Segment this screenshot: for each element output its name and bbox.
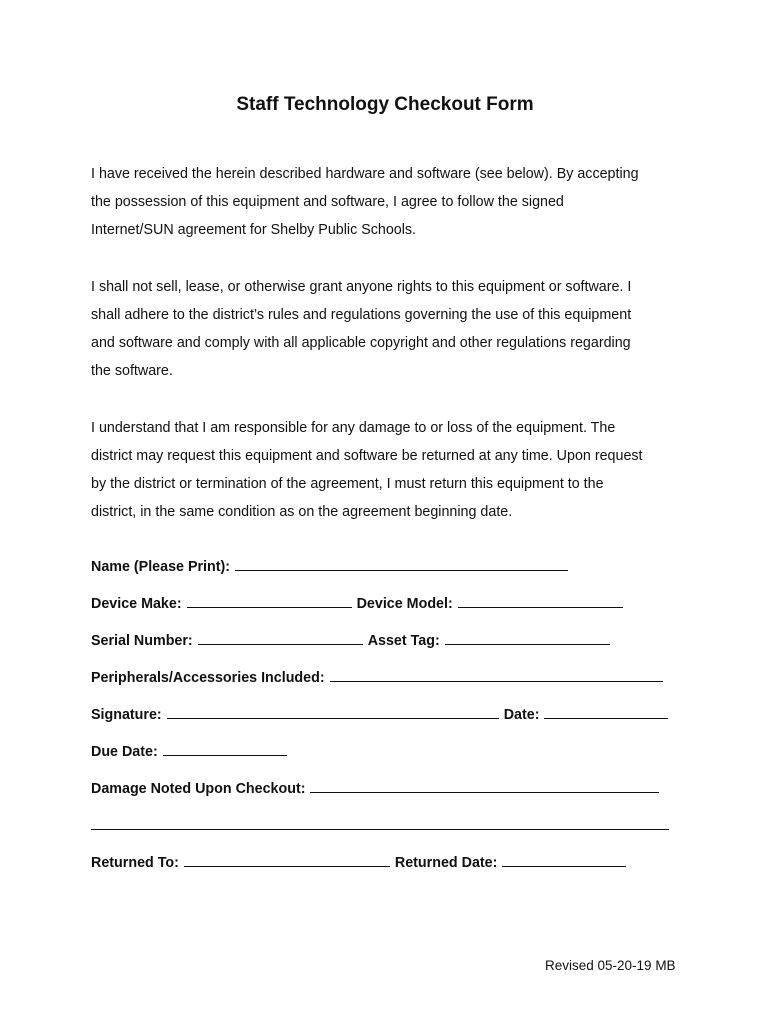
paragraph-rights [91, 273, 691, 386]
signature-blank[interactable] [167, 704, 499, 719]
peripherals-row [91, 667, 691, 704]
asset-tag-blank[interactable] [445, 630, 610, 645]
form-body [91, 160, 691, 555]
date-blank[interactable] [544, 704, 668, 719]
signature-row [91, 704, 691, 741]
paragraph-line: district may request this equipment and software be returned at any time. Upon request [91, 448, 643, 464]
due-date-blank[interactable] [163, 741, 287, 756]
paragraph-line: the possession of this equipment and software, I agree to follow the signed [91, 194, 564, 211]
paragraph-line: and software and comply with all applicable copyright and other regulations regarding [91, 335, 631, 352]
form-title: Staff Technology Checkout Form [236, 94, 534, 115]
damage-noted-blank[interactable] [310, 778, 659, 793]
signature-label: Signature: [91, 707, 162, 723]
serial-row [91, 630, 691, 667]
due-date-row [91, 741, 691, 778]
paragraph-line: Internet/SUN agreement for Shelby Public Schools. [91, 222, 417, 239]
paragraph-responsibility [91, 414, 691, 527]
paragraph-line: by the district or termination of the agreement, I must return this equipment to the [91, 476, 604, 493]
returned-date-blank[interactable] [502, 852, 626, 867]
damage-continued-blank[interactable] [91, 815, 669, 830]
device-model-label: Device Model: [356, 596, 453, 612]
peripherals-blank[interactable] [330, 667, 663, 682]
paragraph-line: I have received the herein described hardware and software (see below). By accepting [91, 166, 639, 182]
serial-number-blank[interactable] [198, 630, 363, 645]
paragraph-line: I understand that I am responsible for any damage to or loss of the equipment. The [91, 419, 616, 436]
serial-number-label: Serial Number: [91, 633, 193, 649]
revision-note: Revised 05-20-19 MB [545, 958, 676, 973]
paragraph-line: I shall not sell, lease, or otherwise grant anyone rights to this equipment or software. I [91, 278, 632, 295]
returned-to-label: Returned To: [91, 855, 179, 871]
paragraph-line: district, in the same condition as on the agreement beginning date. [91, 504, 513, 521]
date-label: Date: [503, 707, 540, 723]
name-label: Name (Please Print): [91, 559, 231, 575]
peripherals-label: Peripherals/Accessories Included: [91, 670, 325, 686]
device-make-blank[interactable] [187, 593, 352, 608]
device-make-label: Device Make: [91, 596, 182, 612]
returned-date-label: Returned Date: [394, 855, 498, 871]
returned-row [91, 852, 691, 889]
damage-noted-label: Damage Noted Upon Checkout: [91, 781, 306, 797]
paragraph-acceptance [91, 160, 691, 245]
damage-continued-row [91, 815, 691, 852]
name-blank[interactable] [235, 556, 568, 571]
device-model-blank[interactable] [458, 593, 623, 608]
name-row [91, 556, 691, 593]
asset-tag-label: Asset Tag: [367, 633, 440, 649]
paragraph-line: shall adhere to the district’s rules and regulations governing the use of this equipment [91, 307, 632, 323]
form-fields [91, 556, 691, 889]
due-date-label: Due Date: [91, 744, 158, 760]
returned-to-blank[interactable] [184, 852, 390, 867]
device-row [91, 593, 691, 630]
damage-row [91, 778, 691, 815]
paragraph-line: the software. [91, 363, 173, 380]
